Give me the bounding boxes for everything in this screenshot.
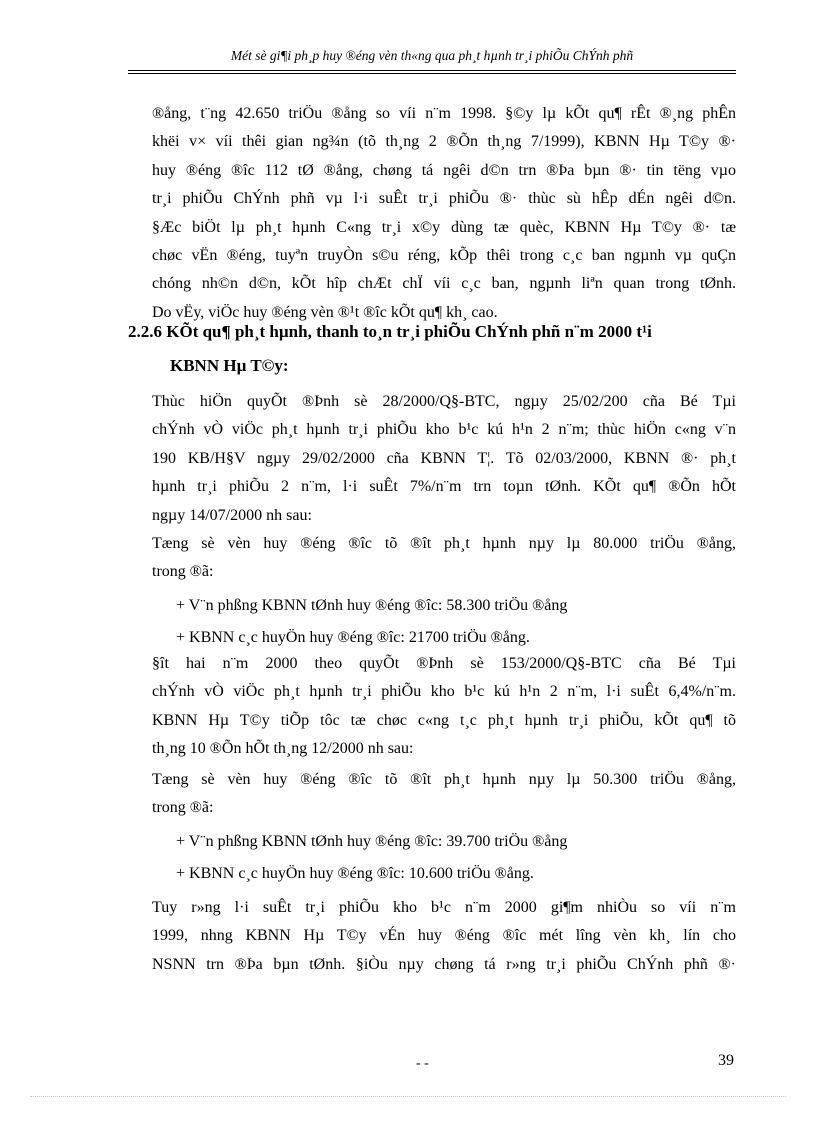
list-item: + KBNN c¸c huyÖn huy ®éng ®îc: 21700 triÖu ®ång. <box>176 629 530 646</box>
paragraph-4 <box>152 650 736 764</box>
page-number: 39 <box>718 1052 734 1069</box>
paragraph-3 <box>152 530 736 587</box>
text-line: hµnh tr¸i phiÕu 2 n¨m, l·i suÊt 7%/n¨m trn toµn tØnh. KÕt qu¶ ®Õn hÕt <box>152 478 736 496</box>
allocation-list-2 <box>176 826 736 890</box>
text-line: khëi v× víi thêi gian ng¾n (tõ th¸ng 2 ®Õn th¸ng 7/1999), KBNN Hµ T©y ®· <box>152 133 736 151</box>
text-line: ®ång, t¨ng 42.650 triÖu ®ång so víi n¨m 1998. §©y lµ kÕt qu¶ rÊt ®¸ng phÊn <box>152 105 736 122</box>
text-line: NSNN trn ®Þa bµn tØnh. §iÒu nµy chøng tá r»ng tr¸i phiÕu ChÝnh phñ ®· <box>152 955 736 973</box>
text-line: chÝnh vÒ viÖc ph¸t hµnh tr¸i phiÕu kho b¹c kú h¹n 2 n¨m; thùc hiÖn c«ng v¨n <box>152 421 736 439</box>
section-heading: 2.2.6 KÕt qu¶ ph¸t hµnh, thanh to¸n tr¸i phiÕu ChÝnh phñ n¨m 2000 t¹i <box>128 322 652 341</box>
text-line: 190 KB/H§V ngµy 29/02/2000 cña KBNN T¦. Tõ 02/03/2000, KBNN ®· ph¸t <box>152 449 736 467</box>
page-bottom-rule <box>30 1096 786 1097</box>
text-line: KBNN Hµ T©y tiÕp tôc tæ chøc c«ng t¸c ph¸t hµnh tr¸i phiÕu, kÕt qu¶ tõ <box>152 711 736 729</box>
paragraph-2 <box>152 388 736 530</box>
footer-dash: - - <box>416 1056 429 1071</box>
paragraph-1 <box>152 100 736 327</box>
text-line: Tuy r»ng l·i suÊt tr¸i phiÕu kho b¹c n¨m 2000 gi¶m nhiÒu so víi n¨m <box>152 899 736 916</box>
allocation-list-1 <box>176 590 736 654</box>
text-line: chÝnh vÒ viÖc ph¸t hµnh tr¸i phiÕu kho b¹c kú h¹n 2 n¨m, l·i suÊt 6,4%/n¨m. <box>152 683 736 701</box>
list-item: + V¨n phßng KBNN tØnh huy ®éng ®îc: 39.700 triÖu ®ång <box>176 833 568 850</box>
text-line: Thùc hiÖn quyÕt ®Þnh sè 28/2000/Q§-BTC, ngµy 25/02/200 cña Bé Tµi <box>152 393 736 410</box>
text-line: huy ®éng ®îc 112 tØ ®ång, chøng tá ngêi d©n trn ®Þa bµn ®· tin tëng vµo <box>152 161 736 179</box>
running-header: Mét sè gi¶i ph¸p huy ®éng vèn th«ng qua ph¸t hµnh tr¸i phiÕu ChÝnh phñ <box>230 48 634 63</box>
header-rule-double <box>128 73 736 74</box>
text-line: ngµy 14/07/2000 nh sau: <box>152 506 312 524</box>
list-item: + KBNN c¸c huyÖn huy ®éng ®îc: 10.600 triÖu ®ång. <box>176 865 534 882</box>
text-line: tr¸i phiÕu ChÝnh phñ vµ l·i suÊt tr¸i phiÕu ®· thùc sù hÊp dÉn ngêi d©n. <box>152 190 736 208</box>
text-line: Tæng sè vèn huy ®éng ®îc tõ ®ît ph¸t hµnh nµy lµ 80.000 triÖu ®ång, <box>152 535 736 552</box>
text-line: chóng nh©n d©n, kÕt hîp chÆt chÏ víi c¸c ban, ngµnh liªn quan trong tØnh. <box>152 275 736 293</box>
section-heading-continued: KBNN Hµ T©y: <box>170 356 289 375</box>
text-line: trong ®ã: <box>152 563 214 581</box>
text-line: Tæng sè vèn huy ®éng ®îc tõ ®ît ph¸t hµnh nµy lµ 50.300 triÖu ®ång, <box>152 771 736 788</box>
list-item: + V¨n phßng KBNN tØnh huy ®éng ®îc: 58.300 triÖu ®ång <box>176 597 568 614</box>
paragraph-6 <box>152 894 736 979</box>
text-line: trong ®ã: <box>152 799 214 817</box>
header-rule <box>128 70 736 71</box>
text-line: th¸ng 10 ®Õn hÕt th¸ng 12/2000 nh sau: <box>152 740 414 758</box>
text-line: §ît hai n¨m 2000 theo quyÕt ®Þnh sè 153/2000/Q§-BTC cña Bé Tµi <box>152 655 736 672</box>
paragraph-5 <box>152 766 736 823</box>
text-line: §Æc biÖt lµ ph¸t hµnh C«ng tr¸i x©y dùng tæ quèc, KBNN Hµ T©y ®· tæ <box>152 218 736 236</box>
text-line: 1999, nhng KBNN Hµ T©y vÉn huy ®éng ®îc mét lîng vèn kh¸ lín cho <box>152 927 736 945</box>
text-line: chøc vËn ®éng, tuyªn truyÒn s©u réng, kÕp thêi trong c¸c ban ngµnh vµ quÇn <box>152 247 736 265</box>
text-line: Do vËy, viÖc huy ®éng vèn ®¹t ®îc kÕt qu¶ kh¸ cao. <box>152 303 498 321</box>
